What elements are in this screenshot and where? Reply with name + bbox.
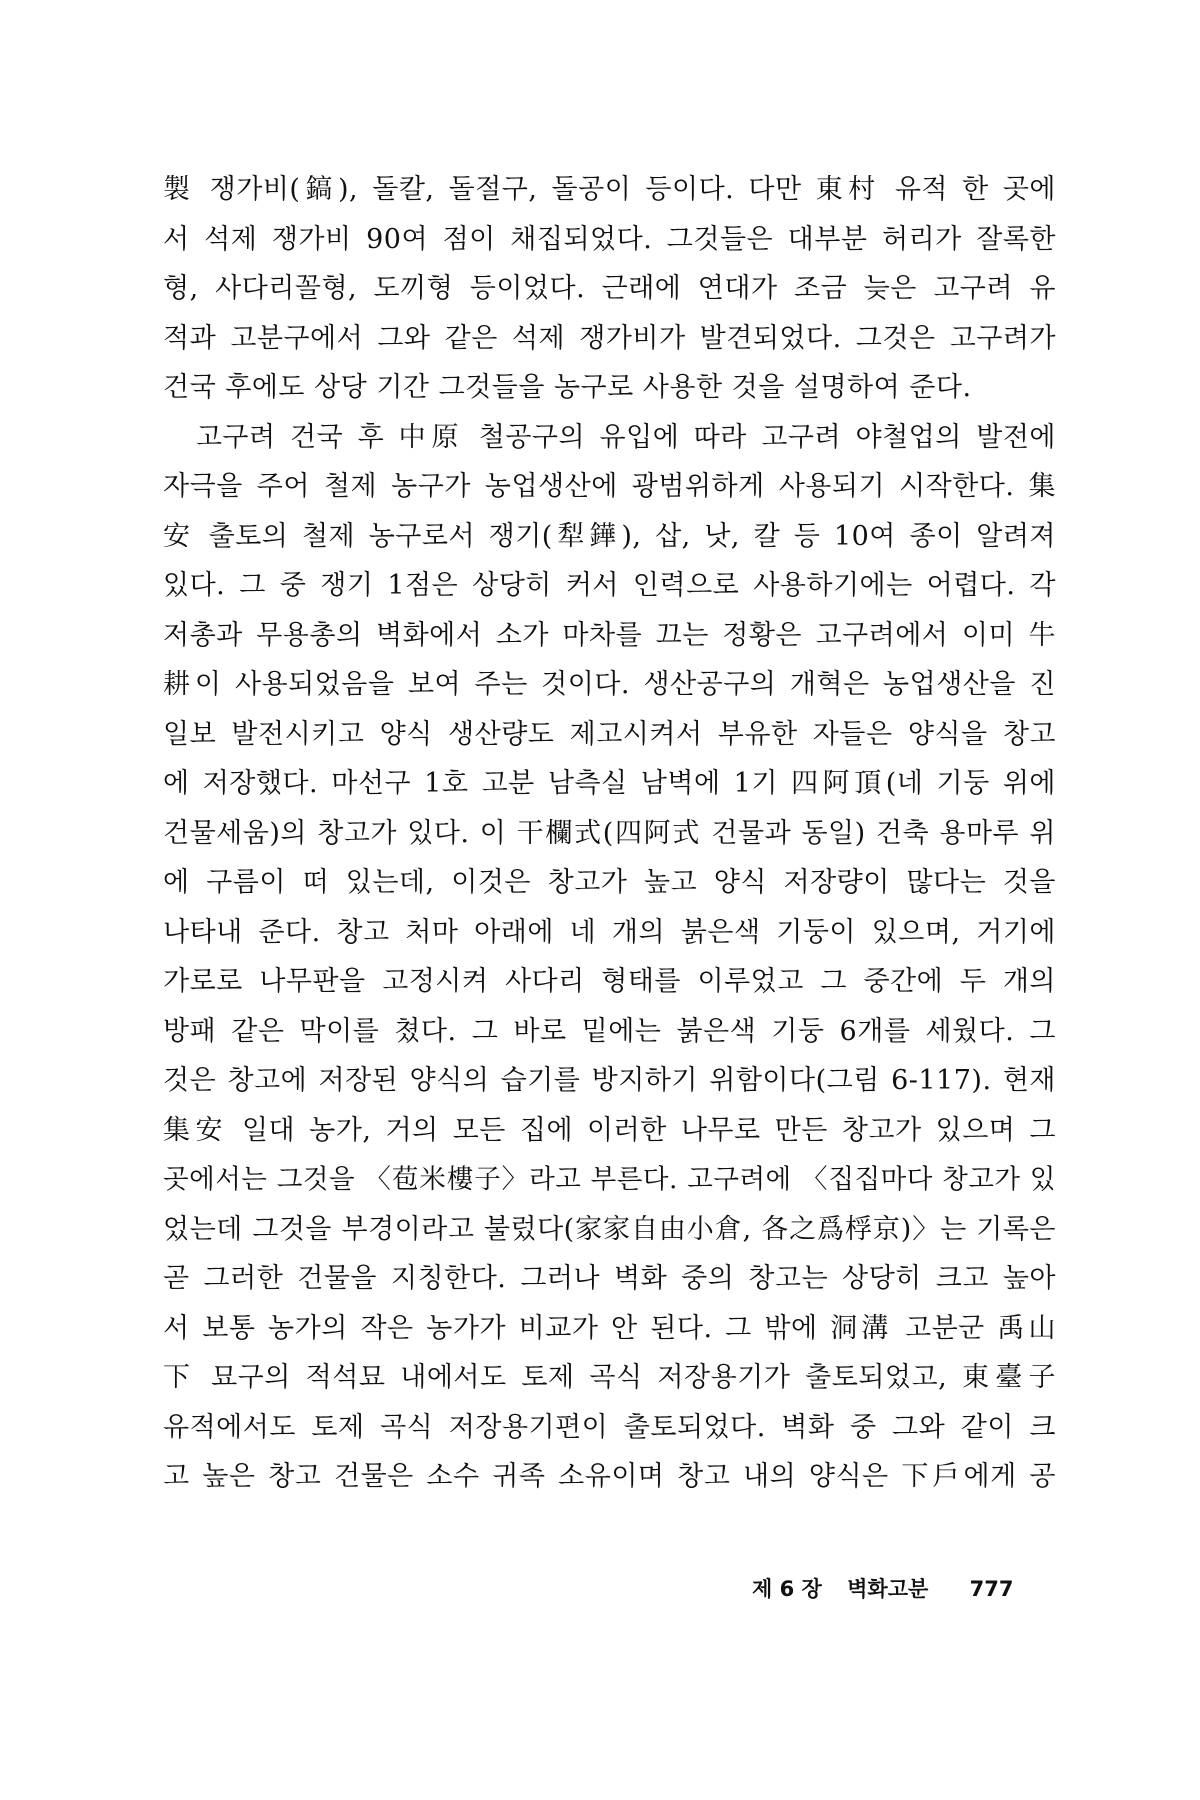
- text-line: 製 쟁가비(鎬), 돌칼, 돌절구, 돌공이 등이다. 다만 東村 유적 한 곳에: [163, 174, 1056, 205]
- text-line: 자극을 주어 철제 농구가 농업생산에 광범위하게 사용되기 시작한다. 集: [163, 471, 1056, 502]
- text-line: 일보 발전시키고 양식 생산량도 제고시켜서 부유한 자들은 양식을 창고: [163, 718, 1056, 750]
- text-line: 저총과 무용총의 벽화에서 소가 마차를 끄는 정황은 고구려에서 이미 牛: [163, 619, 1056, 651]
- text-line: 건물세움)의 창고가 있다. 이 干欄式(四阿式 건물과 동일) 건축 용마루 위: [163, 817, 1056, 849]
- text-line: 나타내 준다. 창고 처마 아래에 네 개의 붉은색 기둥이 있으며, 거기에: [163, 916, 1056, 948]
- text-line: 고 높은 창고 건물은 소수 귀족 소유이며 창고 내의 양식은 下戶에게 공: [163, 1461, 1056, 1492]
- text-line: 서 보통 농가의 작은 농가가 비교가 안 된다. 그 밖에 洞溝 고분군 禹山: [163, 1312, 1056, 1344]
- text-line: 耕이 사용되었음을 보여 주는 것이다. 생산공구의 개혁은 농업생산을 진: [163, 669, 1056, 700]
- text-line: 형, 사다리꼴형, 도끼형 등이었다. 근래에 연대가 조금 늦은 고구려 유: [163, 273, 1056, 304]
- text-line: 곳에서는 그것을 〈苞米樓子〉라고 부른다. 고구려에 〈집집마다 창고가 있: [163, 1164, 1056, 1195]
- text-line: 곧 그러한 건물을 지칭한다. 그러나 벽화 중의 창고는 상당히 크고 높아: [163, 1263, 1056, 1294]
- text-line: 가로로 나무판을 고정시켜 사다리 형태를 이루었고 그 중간에 두 개의: [163, 966, 1056, 997]
- text-line: 적과 고분구에서 그와 같은 석제 쟁가비가 발견되었다. 그것은 고구려가: [163, 322, 1056, 354]
- text-line: 었는데 그것을 부경이라고 불렀다(家家自由小倉, 各之爲桴京)〉는 기록은: [163, 1213, 1056, 1245]
- text-line: 서 석제 쟁가비 90여 점이 채집되었다. 그것들은 대부분 허리가 잘록한: [163, 223, 1056, 255]
- page-number: 777: [969, 1577, 1014, 1601]
- chapter-label: 제 6 장: [752, 1577, 822, 1601]
- text-line: 集安 일대 농가, 거의 모든 집에 이러한 나무로 만든 창고가 있으며 그: [163, 1114, 1056, 1146]
- text-line: 에 저장했다. 마선구 1호 고분 남측실 남벽에 1기 四阿頂(네 기둥 위에: [163, 768, 1056, 799]
- body-text: [163, 165, 1056, 1502]
- text-line: 고구려 건국 후 中原 철공구의 유입에 따라 고구려 야철업의 발전에: [163, 421, 1056, 453]
- text-line: 건국 후에도 상당 기간 그것들을 농구로 사용한 것을 설명하여 준다.: [163, 372, 972, 403]
- text-line: 下 묘구의 적석묘 내에서도 토제 곡식 저장용기가 출토되었고, 東臺子: [163, 1362, 1056, 1393]
- running-footer: [752, 1572, 1056, 1606]
- text-line: 安 출토의 철제 농구로서 쟁기(犁鏵), 삽, 낫, 칼 등 10여 종이 알려져: [163, 520, 1056, 552]
- text-line: 방패 같은 막이를 쳤다. 그 바로 밑에는 붉은색 기둥 6개를 세웠다. 그: [163, 1015, 1056, 1047]
- text-line: 있다. 그 중 쟁기 1점은 상당히 커서 인력으로 사용하기에는 어렵다. 각: [163, 570, 1056, 601]
- text-line: 것은 창고에 저장된 양식의 습기를 방지하기 위함이다(그림 6-117). 현재: [163, 1065, 1056, 1096]
- text-line: 에 구름이 떠 있는데, 이것은 창고가 높고 양식 저장량이 많다는 것을: [163, 867, 1056, 898]
- chapter-title: 벽화고분: [847, 1577, 929, 1601]
- text-line: 유적에서도 토제 곡식 저장용기편이 출토되었다. 벽화 중 그와 같이 크: [163, 1411, 1056, 1443]
